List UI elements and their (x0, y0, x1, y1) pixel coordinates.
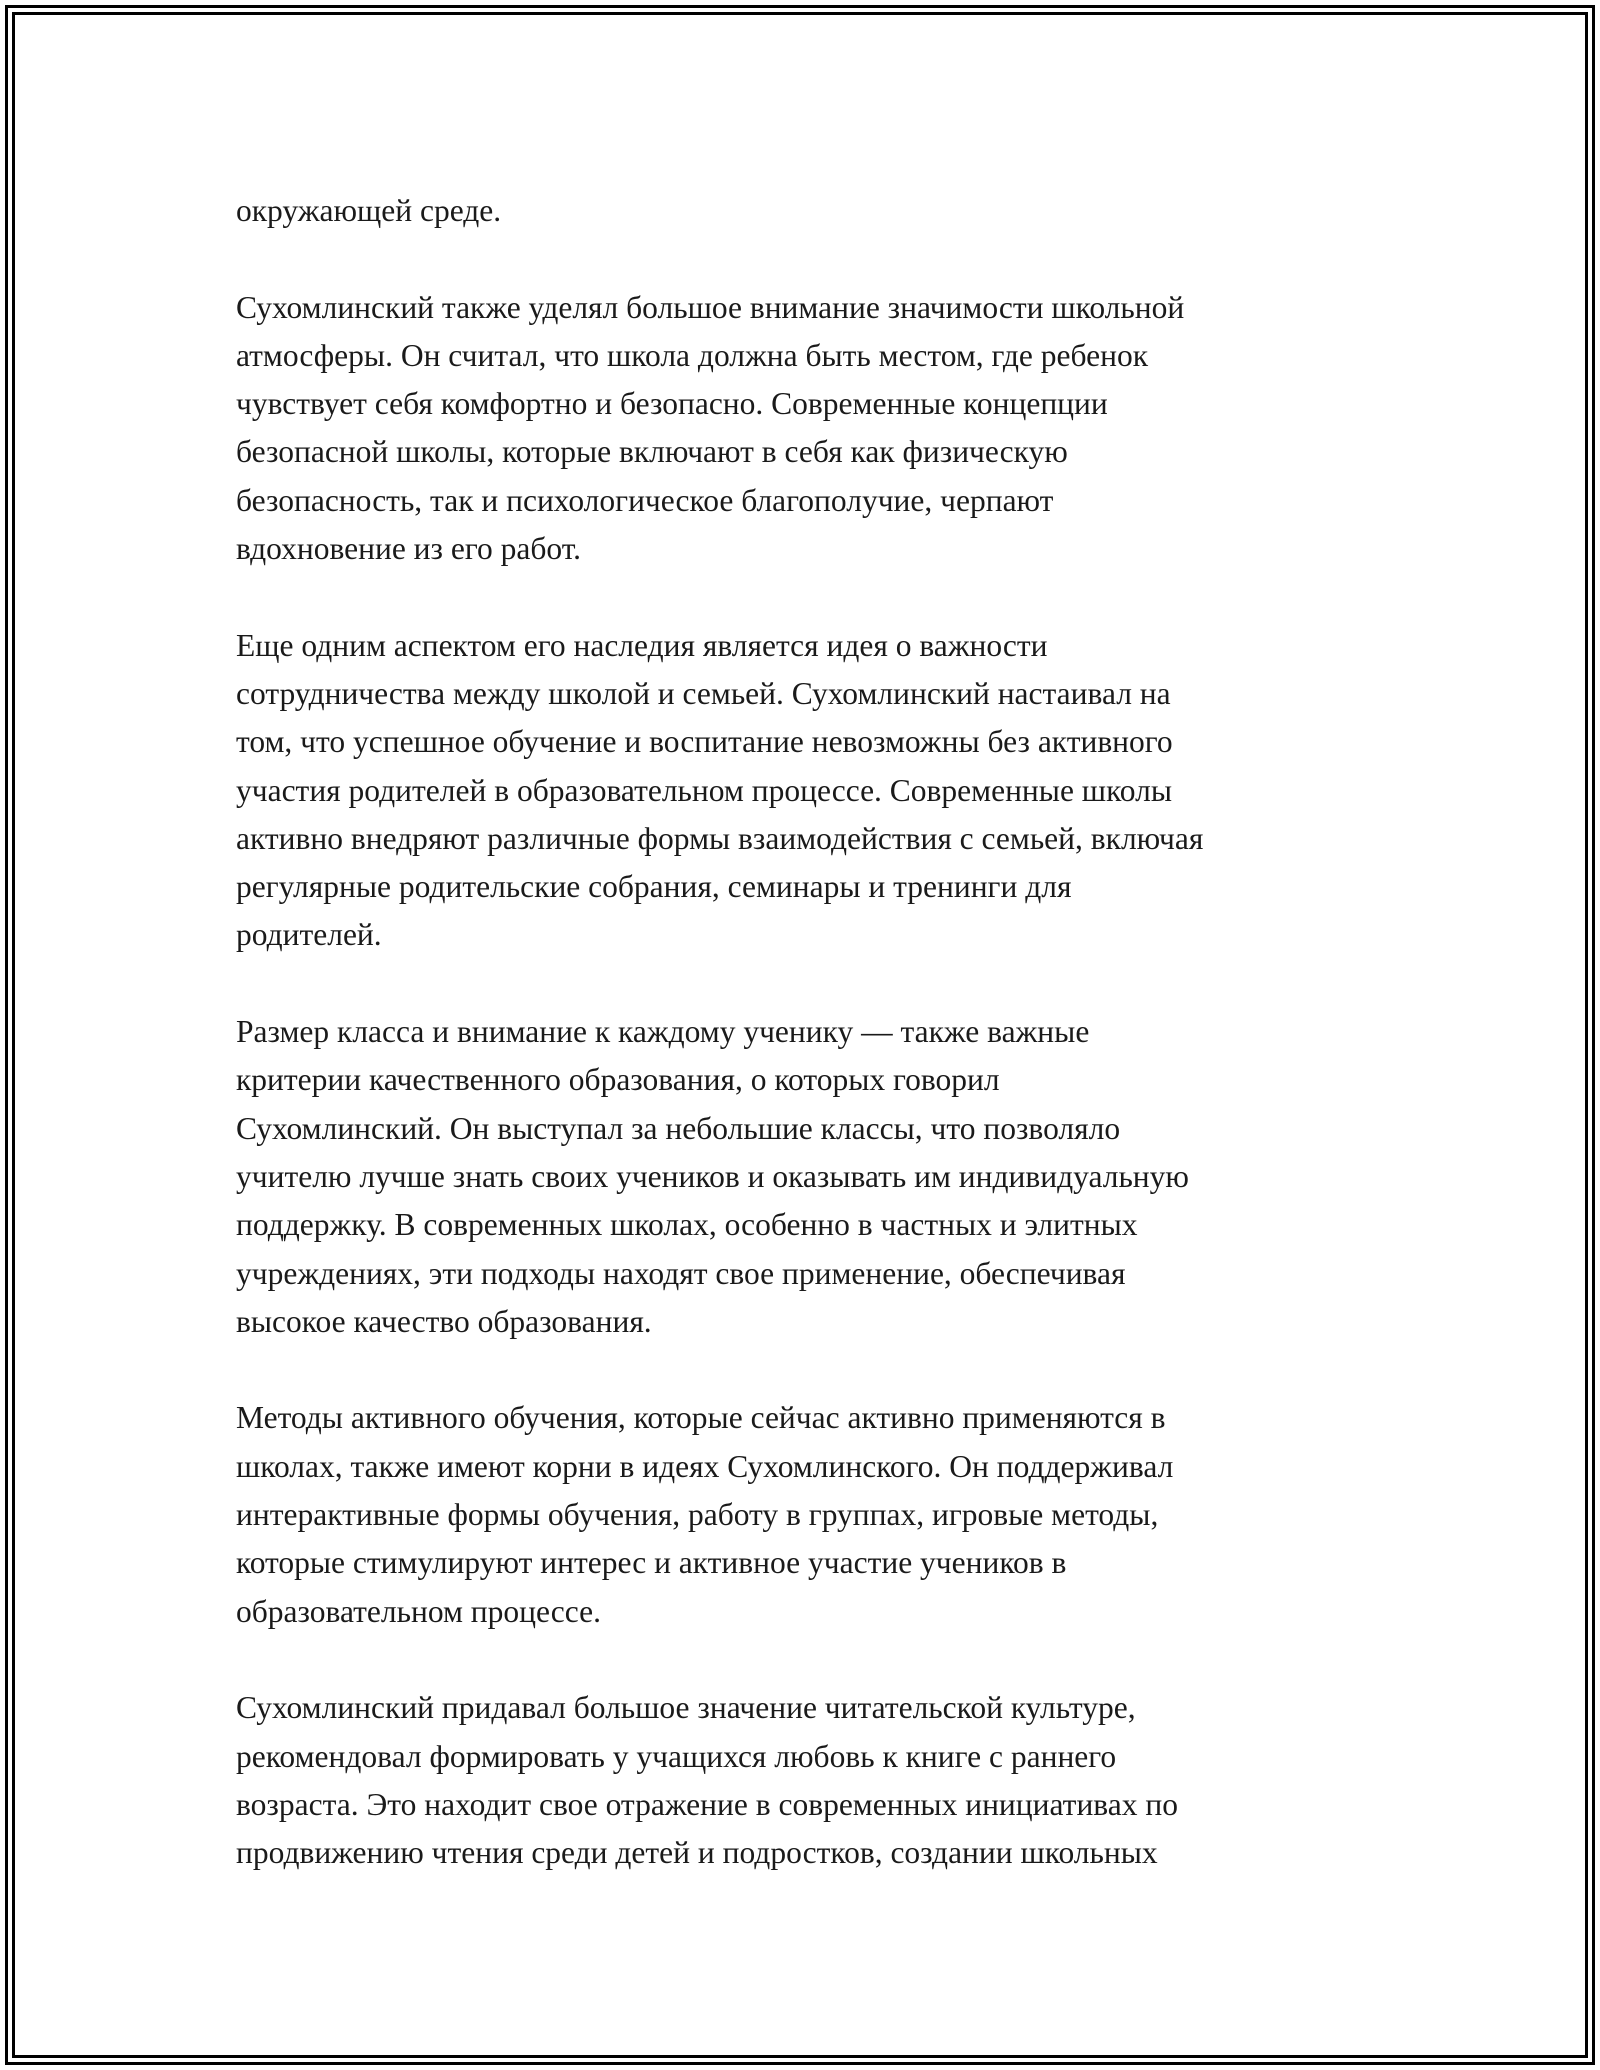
text-line: интерактивные формы обучения, работу в группах, игровые методы, (236, 1497, 1159, 1533)
text-line: возраста. Это находит свое отражение в современных инициативах по (236, 1786, 1178, 1822)
text-line: Еще одним аспектом его наследия является идея о важности (236, 627, 1048, 663)
text-line: активно внедряют различные формы взаимодействия с семьей, включая (236, 820, 1204, 856)
text-line: учреждениях, эти подходы находят свое применение, обеспечивая (236, 1255, 1126, 1291)
text-line: Сухомлинский придавал большое значение читательской культуре, (236, 1690, 1136, 1726)
paragraph (236, 622, 1376, 960)
text-line: критерии качественного образования, о которых говорил (236, 1062, 1000, 1098)
text-line: сотрудничества между школой и семьей. Сухомлинский настаивал на (236, 675, 1171, 711)
text-line: поддержку. В современных школах, особенно в частных и элитных (236, 1207, 1138, 1243)
text-line: высокое качество образования. (236, 1303, 652, 1339)
text-line: безопасной школы, которые включают в себя как физическую (236, 434, 1068, 470)
text-line: которые стимулируют интерес и активное участие учеников в (236, 1545, 1067, 1581)
paragraph (236, 1008, 1376, 1346)
text-line: родителей. (236, 917, 382, 953)
text-line: чувствует себя комфортно и безопасно. Современные концепции (236, 386, 1108, 422)
text-line: участия родителей в образовательном процессе. Современные школы (236, 772, 1172, 808)
paragraph (236, 187, 1376, 235)
text-line: вдохновение из его работ. (236, 531, 581, 567)
document-body (236, 187, 1376, 1926)
text-line: Сухомлинский также уделял большое внимание значимости школьной (236, 289, 1185, 325)
paragraph (236, 1684, 1376, 1877)
text-line: рекомендовал формировать у учащихся любовь к книге с раннего (236, 1738, 1117, 1774)
text-line: безопасность, так и психологическое благополучие, черпают (236, 482, 1054, 518)
paragraph (236, 1394, 1376, 1635)
text-line: атмосферы. Он считал, что школа должна быть местом, где ребенок (236, 337, 1149, 373)
text-line: окружающей среде. (236, 193, 502, 228)
text-line: школах, также имеют корни в идеях Сухомлинского. Он поддерживал (236, 1448, 1174, 1484)
text-line: учителю лучше знать своих учеников и оказывать им индивидуальную (236, 1158, 1189, 1194)
text-line: продвижению чтения среди детей и подростков, создании школьных (236, 1835, 1158, 1871)
text-line: регулярные родительские собрания, семинары и тренинги для (236, 869, 1072, 905)
text-line: Сухомлинский. Он выступал за небольшие классы, что позволяло (236, 1110, 1121, 1146)
text-line: образовательном процессе. (236, 1593, 601, 1629)
text-line: том, что успешное обучение и воспитание невозможны без активного (236, 724, 1173, 760)
text-line: Методы активного обучения, которые сейчас активно применяются в (236, 1400, 1166, 1436)
text-line: Размер класса и внимание к каждому ученику — также важные (236, 1014, 1090, 1050)
paragraph (236, 284, 1376, 574)
